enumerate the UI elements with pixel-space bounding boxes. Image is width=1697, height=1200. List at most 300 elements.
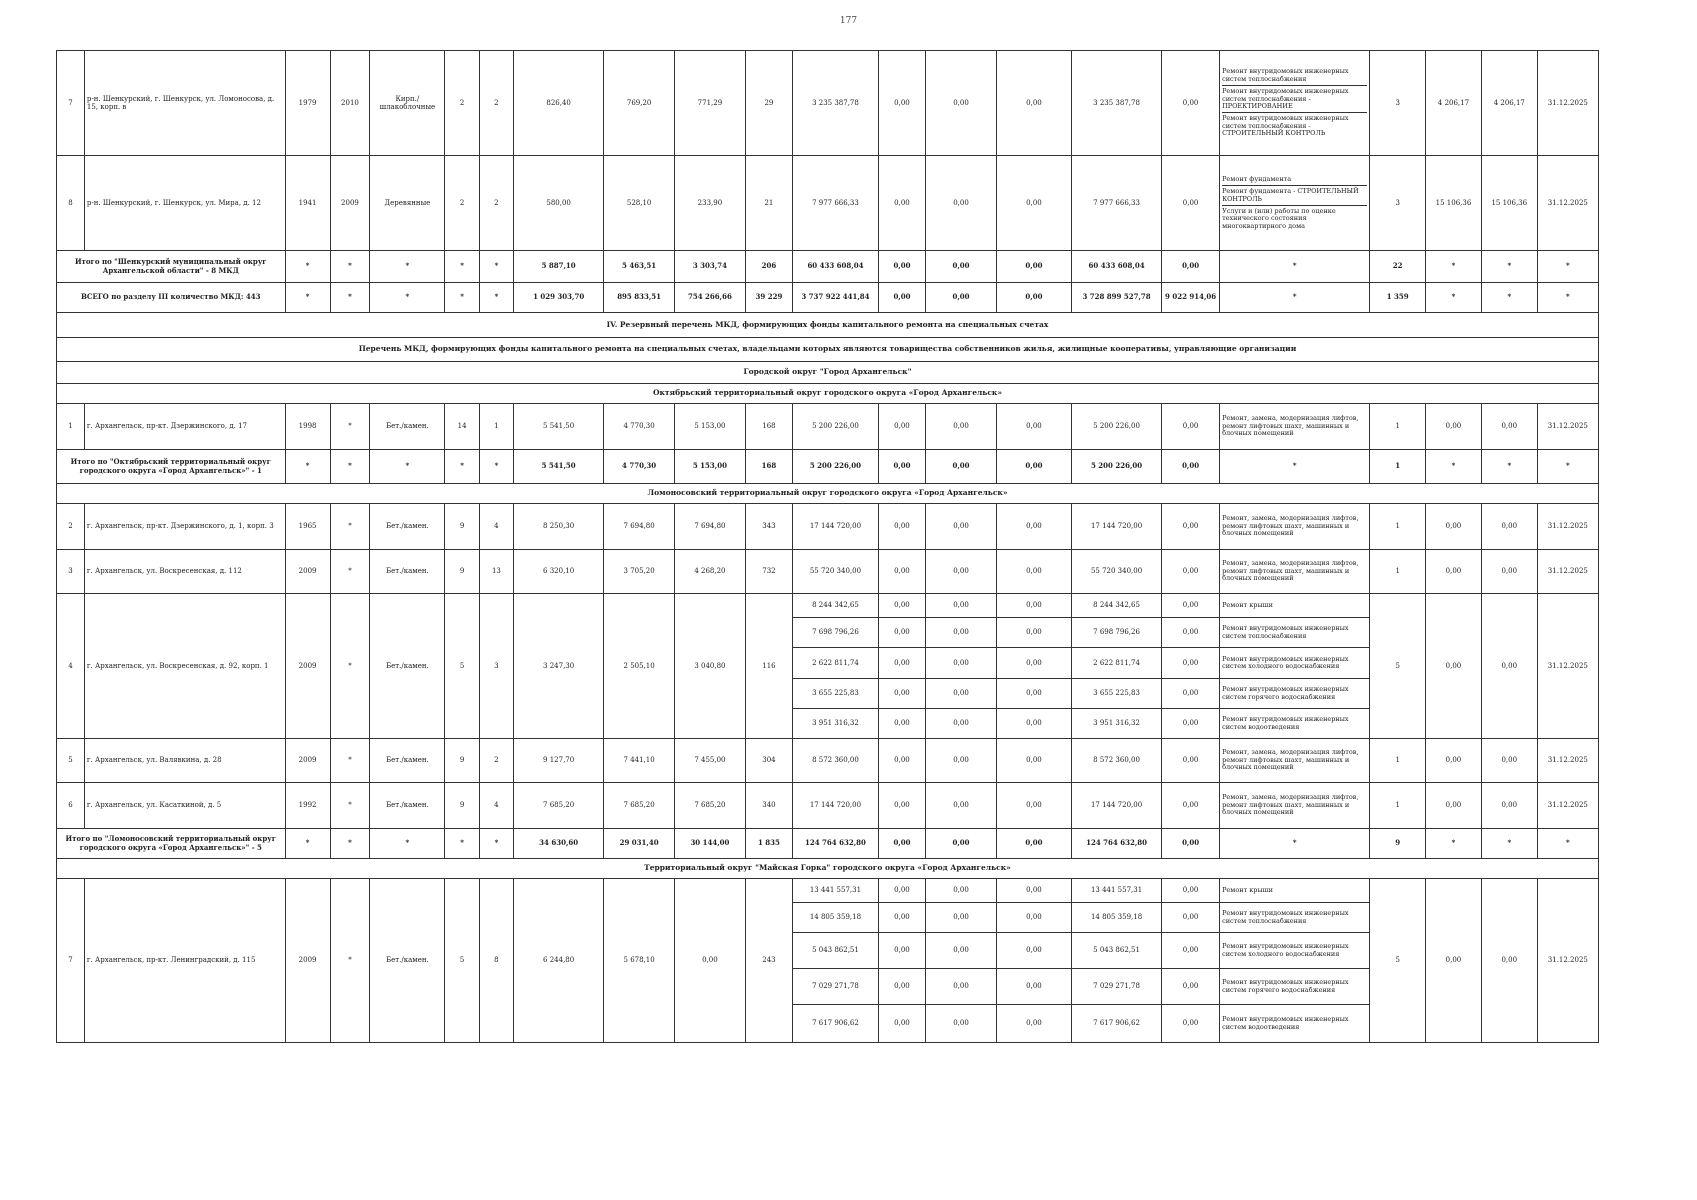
total-cost-cell: 3 737 922 441,84 <box>793 283 879 313</box>
placeholder-cell: * <box>445 283 479 313</box>
placeholder-cell: * <box>445 450 479 484</box>
building-row <box>57 156 1599 251</box>
wall-material-cell: Бет./камен. <box>370 879 445 1043</box>
fund-local-cell: 0,00 <box>996 156 1071 251</box>
wall-material-cell: Бет./камен. <box>370 594 445 739</box>
living-area-cell: 4 770,30 <box>604 404 675 450</box>
fund-other-cell: 0,00 <box>1162 504 1220 550</box>
owned-area-cell: 3 040,80 <box>675 594 746 739</box>
residents-cell: 340 <box>745 783 792 829</box>
unit-cost-cell: 0,00 <box>1426 739 1482 783</box>
fund-owners-cell: 3 655 225,83 <box>1072 679 1162 709</box>
fund-regional-cell: 0,00 <box>926 783 997 829</box>
fund-owners-cell: 13 441 557,31 <box>1072 879 1162 903</box>
last-repair-year-cell: * <box>330 504 370 550</box>
fund-owners-cell: 3 728 899 527,78 <box>1072 283 1162 313</box>
building-row <box>57 51 1599 156</box>
entrances-cell: 2 <box>479 156 513 251</box>
placeholder-cell: * <box>479 450 513 484</box>
building-row <box>57 550 1599 594</box>
fund-federal-cell: 0,00 <box>878 450 925 484</box>
fund-local-cell: 0,00 <box>996 251 1071 283</box>
unit-cost-cell: 0,00 <box>1426 404 1482 450</box>
fund-local-cell: 0,00 <box>996 594 1071 618</box>
living-area-cell: 3 705,20 <box>604 550 675 594</box>
fund-local-cell: 0,00 <box>996 504 1071 550</box>
address-cell: г. Архангельск, пр-кт. Ленинградский, д. 115 <box>84 879 285 1043</box>
owned-area-cell: 7 455,00 <box>675 739 746 783</box>
fund-local-cell: 0,00 <box>996 969 1071 1005</box>
placeholder-cell: * <box>1537 829 1598 859</box>
address-cell: г. Архангельск, ул. Валявкина, д. 28 <box>84 739 285 783</box>
address-cell: г. Архангельск, ул. Воскресенская, д. 92, корп. 1 <box>84 594 285 739</box>
row-number: 3 <box>57 550 85 594</box>
residents-cell: 1 835 <box>745 829 792 859</box>
row-number: 1 <box>57 404 85 450</box>
works-count-cell: 22 <box>1370 251 1426 283</box>
building-row <box>57 504 1599 550</box>
total-cost-cell: 5 043 862,51 <box>793 933 879 969</box>
works-count-cell: 1 359 <box>1370 283 1426 313</box>
fund-owners-cell: 3 951 316,32 <box>1072 709 1162 739</box>
owned-area-cell: 771,29 <box>675 51 746 156</box>
fund-local-cell: 0,00 <box>996 709 1071 739</box>
work-type-cell: Ремонт внутридомовых инженерных систем горячего водоснабжения <box>1220 969 1370 1005</box>
work-type-cell: Ремонт внутридомовых инженерных систем водоотведения <box>1220 709 1370 739</box>
total-cost-cell: 60 433 608,04 <box>793 251 879 283</box>
owned-area-cell: 7 685,20 <box>675 783 746 829</box>
fund-other-cell: 0,00 <box>1162 618 1220 648</box>
placeholder-cell: * <box>445 829 479 859</box>
owned-area-cell: 0,00 <box>675 879 746 1043</box>
max-unit-cost-cell: 0,00 <box>1481 504 1537 550</box>
entrances-cell: 2 <box>479 51 513 156</box>
work-type-cell: Ремонт внутридомовых инженерных систем холодного водоснабжения <box>1220 933 1370 969</box>
residents-cell: 116 <box>745 594 792 739</box>
work-type-cell: Ремонт внутридомовых инженерных систем водоотведения <box>1220 1005 1370 1043</box>
row-number: 6 <box>57 783 85 829</box>
works-list-cell: Ремонт, замена, модернизация лифтов, ремонт лифтовых шахт, машинных и блочных помещений <box>1220 404 1370 450</box>
address-cell: г. Архангельск, пр-кт. Дзержинского, д. 17 <box>84 404 285 450</box>
living-area-cell: 769,20 <box>604 51 675 156</box>
last-repair-year-cell: * <box>330 783 370 829</box>
total-cost-cell: 124 764 632,80 <box>793 829 879 859</box>
fund-regional-cell: 0,00 <box>926 679 997 709</box>
section-header-row <box>57 338 1599 362</box>
works-list-cell: Ремонт фундамента Ремонт фундамента - СТРОИТЕЛЬНЫЙ КОНТРОЛЬ Услуги и (или) работы по оценке технического состояния многоквартирного дома <box>1220 156 1370 251</box>
fund-federal-cell: 0,00 <box>878 709 925 739</box>
total-cost-cell: 3 951 316,32 <box>793 709 879 739</box>
building-row <box>57 404 1599 450</box>
residents-cell: 343 <box>745 504 792 550</box>
section-header-row <box>57 313 1599 338</box>
deadline-cell: 31.12.2025 <box>1537 504 1598 550</box>
fund-federal-cell: 0,00 <box>878 550 925 594</box>
work-type-cell: Ремонт крыши <box>1220 879 1370 903</box>
deadline-cell: 31.12.2025 <box>1537 783 1598 829</box>
total-label: Итого по "Ломоносовский территориальный округ городского округа «Город Архангельск»" - 5 <box>57 829 286 859</box>
section-title: Территориальный округ "Майская Горка" городского округа «Город Архангельск» <box>57 859 1599 879</box>
work-type-cell: Ремонт внутридомовых инженерных систем холодного водоснабжения <box>1220 648 1370 679</box>
placeholder-cell: * <box>1481 283 1537 313</box>
residents-cell: 168 <box>745 404 792 450</box>
page-number: 177 <box>839 16 858 26</box>
owned-area-cell: 5 153,00 <box>675 404 746 450</box>
total-area-cell: 7 685,20 <box>514 783 604 829</box>
wall-material-cell: Бет./камен. <box>370 404 445 450</box>
placeholder-cell: * <box>1426 450 1482 484</box>
residents-cell: 206 <box>745 251 792 283</box>
fund-regional-cell: 0,00 <box>926 550 997 594</box>
placeholder-cell: * <box>285 251 330 283</box>
placeholder-cell: * <box>330 283 370 313</box>
residents-cell: 304 <box>745 739 792 783</box>
residents-cell: 243 <box>745 879 792 1043</box>
works-count-cell: 5 <box>1370 879 1426 1043</box>
wall-material-cell: Деревянные <box>370 156 445 251</box>
fund-federal-cell: 0,00 <box>878 1005 925 1043</box>
fund-other-cell: 0,00 <box>1162 450 1220 484</box>
fund-local-cell: 0,00 <box>996 879 1071 903</box>
entrances-cell: 3 <box>479 594 513 739</box>
total-area-cell: 5 541,50 <box>514 450 604 484</box>
works-count-cell: 5 <box>1370 594 1426 739</box>
wall-material-cell: Бет./камен. <box>370 783 445 829</box>
entrances-cell: 4 <box>479 783 513 829</box>
entrances-cell: 4 <box>479 504 513 550</box>
total-cost-cell: 3 235 387,78 <box>793 51 879 156</box>
fund-other-cell: 0,00 <box>1162 404 1220 450</box>
fund-regional-cell: 0,00 <box>926 969 997 1005</box>
placeholder-cell: * <box>1481 450 1537 484</box>
build-year-cell: 2009 <box>285 739 330 783</box>
work-type-cell: Ремонт внутридомовых инженерных систем горячего водоснабжения <box>1220 679 1370 709</box>
fund-other-cell: 0,00 <box>1162 679 1220 709</box>
total-cost-cell: 7 029 271,78 <box>793 969 879 1005</box>
section-title: Городской округ "Город Архангельск" <box>57 362 1599 384</box>
floors-cell: 9 <box>445 739 479 783</box>
fund-owners-cell: 5 200 226,00 <box>1072 404 1162 450</box>
fund-local-cell: 0,00 <box>996 679 1071 709</box>
placeholder-cell: * <box>330 251 370 283</box>
build-year-cell: 1965 <box>285 504 330 550</box>
fund-local-cell: 0,00 <box>996 933 1071 969</box>
section-title: Перечень МКД, формирующих фонды капитального ремонта на специальных счетах, владельцами которых являются товарищества собственников жилья, жилищные кооперативы, управляющие организации <box>57 338 1599 362</box>
floors-cell: 5 <box>445 594 479 739</box>
placeholder-cell: * <box>1481 829 1537 859</box>
fund-federal-cell: 0,00 <box>878 969 925 1005</box>
works-count-cell: 1 <box>1370 550 1426 594</box>
total-row <box>57 450 1599 484</box>
deadline-cell: 31.12.2025 <box>1537 51 1598 156</box>
owned-area-cell: 3 303,74 <box>675 251 746 283</box>
build-year-cell: 2009 <box>285 594 330 739</box>
entrances-cell: 8 <box>479 879 513 1043</box>
living-area-cell: 7 694,80 <box>604 504 675 550</box>
address-cell: р-н. Шенкурский, г. Шенкурск, ул. Ломоносова, д. 15, корп. в <box>84 51 285 156</box>
fund-other-cell: 0,00 <box>1162 879 1220 903</box>
row-number: 5 <box>57 739 85 783</box>
fund-federal-cell: 0,00 <box>878 618 925 648</box>
fund-local-cell: 0,00 <box>996 739 1071 783</box>
residents-cell: 21 <box>745 156 792 251</box>
placeholder-cell: * <box>330 829 370 859</box>
total-cost-cell: 5 200 226,00 <box>793 404 879 450</box>
fund-regional-cell: 0,00 <box>926 903 997 933</box>
fund-federal-cell: 0,00 <box>878 933 925 969</box>
total-area-cell: 826,40 <box>514 51 604 156</box>
max-unit-cost-cell: 0,00 <box>1481 404 1537 450</box>
fund-federal-cell: 0,00 <box>878 594 925 618</box>
works-count-cell: 3 <box>1370 51 1426 156</box>
total-label: Итого по "Шенкурский муниципальный округ Архангельской области" - 8 МКД <box>57 251 286 283</box>
total-area-cell: 5 887,10 <box>514 251 604 283</box>
total-row <box>57 251 1599 283</box>
fund-other-cell: 0,00 <box>1162 829 1220 859</box>
owned-area-cell: 754 266,66 <box>675 283 746 313</box>
total-row <box>57 283 1599 313</box>
placeholder-cell: * <box>1426 251 1482 283</box>
deadline-cell: 31.12.2025 <box>1537 156 1598 251</box>
row-number: 7 <box>57 879 85 1043</box>
fund-other-cell: 0,00 <box>1162 709 1220 739</box>
floors-cell: 5 <box>445 879 479 1043</box>
owned-area-cell: 5 153,00 <box>675 450 746 484</box>
section-header-row <box>57 384 1599 404</box>
capital-repair-register-table <box>56 50 1599 1043</box>
fund-local-cell: 0,00 <box>996 450 1071 484</box>
placeholder-cell: * <box>479 251 513 283</box>
placeholder-cell: * <box>1220 283 1370 313</box>
placeholder-cell: * <box>445 251 479 283</box>
living-area-cell: 4 770,30 <box>604 450 675 484</box>
placeholder-cell: * <box>370 829 445 859</box>
fund-owners-cell: 7 617 906,62 <box>1072 1005 1162 1043</box>
total-row <box>57 829 1599 859</box>
fund-owners-cell: 7 977 666,33 <box>1072 156 1162 251</box>
owned-area-cell: 30 144,00 <box>675 829 746 859</box>
wall-material-cell: Бет./камен. <box>370 504 445 550</box>
placeholder-cell: * <box>285 283 330 313</box>
deadline-cell: 31.12.2025 <box>1537 879 1598 1043</box>
max-unit-cost-cell: 0,00 <box>1481 594 1537 739</box>
total-cost-cell: 5 200 226,00 <box>793 450 879 484</box>
section-title: IV. Резервный перечень МКД, формирующих фонды капитального ремонта на специальных счетах <box>57 313 1599 338</box>
fund-federal-cell: 0,00 <box>878 829 925 859</box>
fund-regional-cell: 0,00 <box>926 251 997 283</box>
works-count-cell: 1 <box>1370 450 1426 484</box>
owned-area-cell: 7 694,80 <box>675 504 746 550</box>
fund-regional-cell: 0,00 <box>926 450 997 484</box>
placeholder-cell: * <box>370 283 445 313</box>
fund-local-cell: 0,00 <box>996 550 1071 594</box>
works-list-cell: Ремонт, замена, модернизация лифтов, ремонт лифтовых шахт, машинных и блочных помещений <box>1220 739 1370 783</box>
fund-regional-cell: 0,00 <box>926 879 997 903</box>
row-number: 7 <box>57 51 85 156</box>
unit-cost-cell: 0,00 <box>1426 879 1482 1043</box>
fund-owners-cell: 3 235 387,78 <box>1072 51 1162 156</box>
placeholder-cell: * <box>1537 450 1598 484</box>
placeholder-cell: * <box>1426 829 1482 859</box>
entrances-cell: 13 <box>479 550 513 594</box>
fund-regional-cell: 0,00 <box>926 283 997 313</box>
placeholder-cell: * <box>479 283 513 313</box>
total-label: Итого по "Октябрьский территориальный округ городского округа «Город Архангельск»" - 1 <box>57 450 286 484</box>
address-cell: г. Архангельск, пр-кт. Дзержинского, д. 1, корп. 3 <box>84 504 285 550</box>
residents-cell: 39 229 <box>745 283 792 313</box>
deadline-cell: 31.12.2025 <box>1537 550 1598 594</box>
building-row <box>57 739 1599 783</box>
fund-owners-cell: 7 029 271,78 <box>1072 969 1162 1005</box>
max-unit-cost-cell: 0,00 <box>1481 783 1537 829</box>
fund-owners-cell: 7 698 796,26 <box>1072 618 1162 648</box>
fund-local-cell: 0,00 <box>996 829 1071 859</box>
total-cost-cell: 17 144 720,00 <box>793 783 879 829</box>
total-area-cell: 3 247,30 <box>514 594 604 739</box>
fund-regional-cell: 0,00 <box>926 648 997 679</box>
living-area-cell: 895 833,51 <box>604 283 675 313</box>
last-repair-year-cell: * <box>330 550 370 594</box>
build-year-cell: 1998 <box>285 404 330 450</box>
fund-owners-cell: 8 244 342,65 <box>1072 594 1162 618</box>
floors-cell: 2 <box>445 156 479 251</box>
building-row <box>57 879 1599 903</box>
total-area-cell: 34 630,60 <box>514 829 604 859</box>
fund-federal-cell: 0,00 <box>878 903 925 933</box>
section-title: Октябрьский территориальный округ городского округа «Город Архангельск» <box>57 384 1599 404</box>
floors-cell: 9 <box>445 550 479 594</box>
fund-federal-cell: 0,00 <box>878 404 925 450</box>
works-count-cell: 1 <box>1370 739 1426 783</box>
placeholder-cell: * <box>370 251 445 283</box>
fund-regional-cell: 0,00 <box>926 594 997 618</box>
fund-other-cell: 0,00 <box>1162 648 1220 679</box>
work-type-cell: Ремонт внутридомовых инженерных систем теплоснабжения <box>1220 903 1370 933</box>
address-cell: г. Архангельск, ул. Воскресенская, д. 112 <box>84 550 285 594</box>
total-cost-cell: 3 655 225,83 <box>793 679 879 709</box>
placeholder-cell: * <box>479 829 513 859</box>
wall-material-cell: Бет./камен. <box>370 550 445 594</box>
total-cost-cell: 17 144 720,00 <box>793 504 879 550</box>
fund-federal-cell: 0,00 <box>878 251 925 283</box>
placeholder-cell: * <box>330 450 370 484</box>
total-area-cell: 580,00 <box>514 156 604 251</box>
living-area-cell: 7 441,10 <box>604 739 675 783</box>
fund-other-cell: 0,00 <box>1162 933 1220 969</box>
works-count-cell: 1 <box>1370 783 1426 829</box>
fund-owners-cell: 5 200 226,00 <box>1072 450 1162 484</box>
residents-cell: 732 <box>745 550 792 594</box>
fund-regional-cell: 0,00 <box>926 1005 997 1043</box>
fund-other-cell: 0,00 <box>1162 51 1220 156</box>
total-area-cell: 1 029 303,70 <box>514 283 604 313</box>
fund-federal-cell: 0,00 <box>878 679 925 709</box>
fund-regional-cell: 0,00 <box>926 829 997 859</box>
address-cell: г. Архангельск, ул. Касаткиной, д. 5 <box>84 783 285 829</box>
building-row <box>57 783 1599 829</box>
living-area-cell: 5 463,51 <box>604 251 675 283</box>
fund-regional-cell: 0,00 <box>926 504 997 550</box>
living-area-cell: 5 678,10 <box>604 879 675 1043</box>
total-area-cell: 6 244,80 <box>514 879 604 1043</box>
living-area-cell: 528,10 <box>604 156 675 251</box>
works-list-cell: Ремонт, замена, модернизация лифтов, ремонт лифтовых шахт, машинных и блочных помещений <box>1220 550 1370 594</box>
table-body <box>57 51 1599 1043</box>
fund-regional-cell: 0,00 <box>926 156 997 251</box>
fund-local-cell: 0,00 <box>996 903 1071 933</box>
placeholder-cell: * <box>1537 251 1598 283</box>
building-row <box>57 594 1599 618</box>
living-area-cell: 7 685,20 <box>604 783 675 829</box>
works-count-cell: 1 <box>1370 504 1426 550</box>
fund-owners-cell: 2 622 811,74 <box>1072 648 1162 679</box>
fund-other-cell: 0,00 <box>1162 783 1220 829</box>
fund-other-cell: 0,00 <box>1162 550 1220 594</box>
section-header-row <box>57 362 1599 384</box>
total-cost-cell: 2 622 811,74 <box>793 648 879 679</box>
last-repair-year-cell: * <box>330 404 370 450</box>
total-area-cell: 5 541,50 <box>514 404 604 450</box>
fund-other-cell: 0,00 <box>1162 156 1220 251</box>
placeholder-cell: * <box>1481 251 1537 283</box>
floors-cell: 9 <box>445 783 479 829</box>
deadline-cell: 31.12.2025 <box>1537 739 1598 783</box>
living-area-cell: 29 031,40 <box>604 829 675 859</box>
fund-other-cell: 0,00 <box>1162 251 1220 283</box>
wall-material-cell: Кирп./ шлакоблочные <box>370 51 445 156</box>
unit-cost-cell: 0,00 <box>1426 550 1482 594</box>
fund-federal-cell: 0,00 <box>878 283 925 313</box>
fund-local-cell: 0,00 <box>996 783 1071 829</box>
max-unit-cost-cell: 0,00 <box>1481 879 1537 1043</box>
unit-cost-cell: 4 206,17 <box>1426 51 1482 156</box>
works-list-cell: Ремонт, замена, модернизация лифтов, ремонт лифтовых шахт, машинных и блочных помещений <box>1220 783 1370 829</box>
fund-other-cell: 9 022 914,06 <box>1162 283 1220 313</box>
floors-cell: 9 <box>445 504 479 550</box>
placeholder-cell: * <box>1537 283 1598 313</box>
fund-owners-cell: 8 572 360,00 <box>1072 739 1162 783</box>
works-count-cell: 1 <box>1370 404 1426 450</box>
placeholder-cell: * <box>370 450 445 484</box>
last-repair-year-cell: * <box>330 739 370 783</box>
fund-owners-cell: 17 144 720,00 <box>1072 783 1162 829</box>
row-number: 4 <box>57 594 85 739</box>
residents-cell: 168 <box>745 450 792 484</box>
fund-local-cell: 0,00 <box>996 648 1071 679</box>
works-count-cell: 3 <box>1370 156 1426 251</box>
total-cost-cell: 8 572 360,00 <box>793 739 879 783</box>
total-area-cell: 6 320,10 <box>514 550 604 594</box>
total-cost-cell: 14 805 359,18 <box>793 903 879 933</box>
max-unit-cost-cell: 0,00 <box>1481 739 1537 783</box>
fund-owners-cell: 124 764 632,80 <box>1072 829 1162 859</box>
fund-federal-cell: 0,00 <box>878 879 925 903</box>
placeholder-cell: * <box>1220 251 1370 283</box>
section-header-row <box>57 484 1599 504</box>
fund-other-cell: 0,00 <box>1162 903 1220 933</box>
placeholder-cell: * <box>285 450 330 484</box>
total-cost-cell: 55 720 340,00 <box>793 550 879 594</box>
fund-local-cell: 0,00 <box>996 618 1071 648</box>
last-repair-year-cell: 2010 <box>330 51 370 156</box>
total-label: ВСЕГО по разделу III количество МКД: 443 <box>57 283 286 313</box>
unit-cost-cell: 0,00 <box>1426 594 1482 739</box>
build-year-cell: 2009 <box>285 879 330 1043</box>
address-cell: р-н. Шенкурский, г. Шенкурск, ул. Мира, д. 12 <box>84 156 285 251</box>
work-type-cell: Ремонт внутридомовых инженерных систем теплоснабжения <box>1220 618 1370 648</box>
total-cost-cell: 8 244 342,65 <box>793 594 879 618</box>
max-unit-cost-cell: 0,00 <box>1481 550 1537 594</box>
